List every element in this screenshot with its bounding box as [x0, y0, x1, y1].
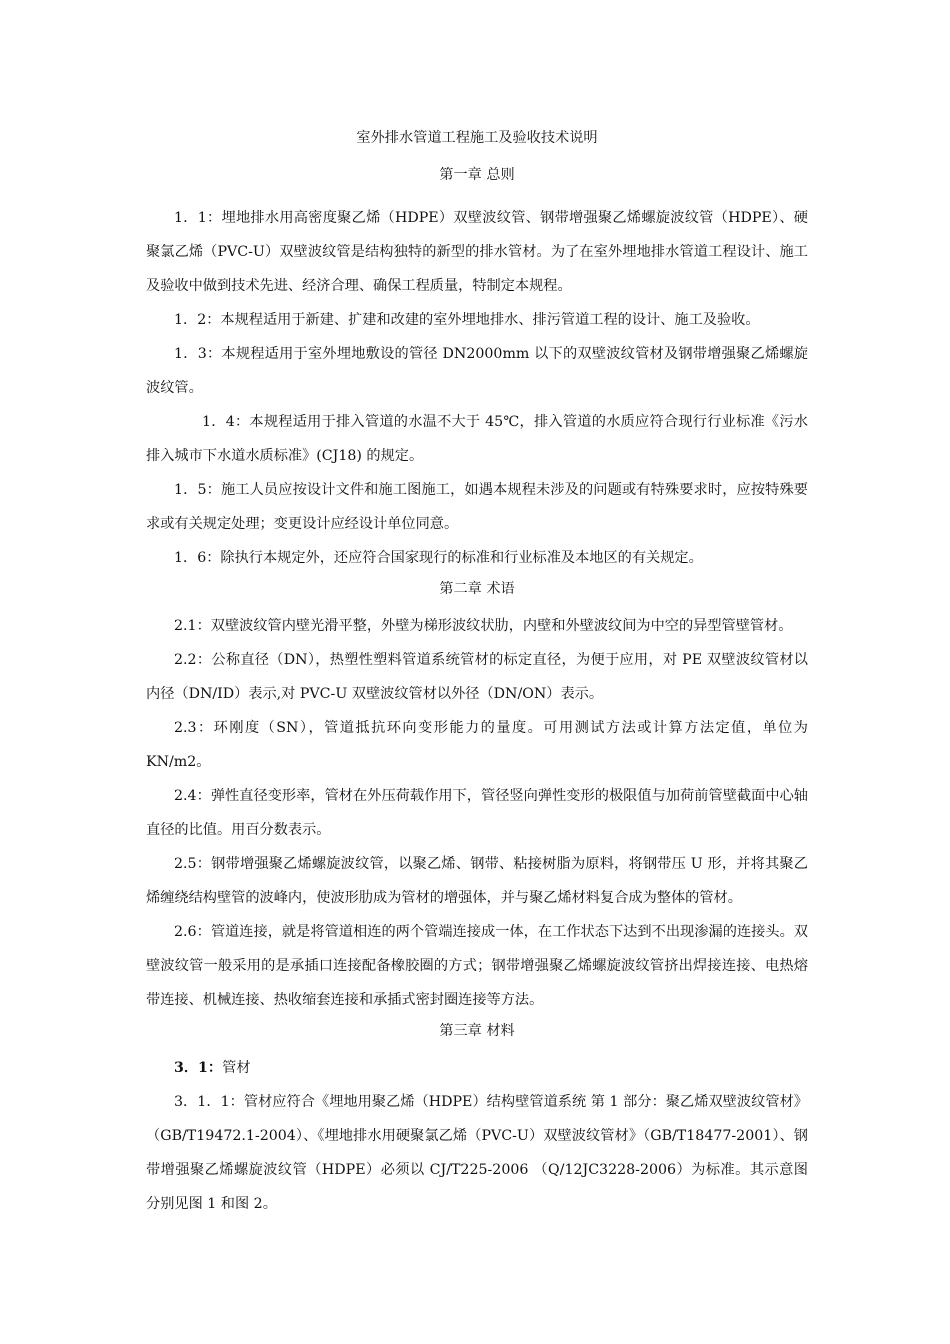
document-title: 室外排水管道工程施工及验收技术说明	[356, 130, 598, 146]
subsection-title: 管材	[222, 1060, 251, 1076]
paragraph: 1．4：本规程适用于排入管道的水温不大于 45℃，排入管道的水质应符合现行行业标准《污水排入城市下水道水质标准》(CJ18) 的规定。	[146, 414, 808, 464]
chapter-heading: 第三章 材料	[439, 1023, 515, 1039]
paragraph: 1．6：除执行本规定外，还应符合国家现行的标准和行业标准及本地区的有关规定。	[174, 550, 703, 566]
paragraph: 1．5：施工人员应按设计文件和施工图施工，如遇本规程未涉及的问题或有特殊要求时，应按特殊要求或有关规定处理；变更设计应经设计单位同意。	[146, 482, 808, 532]
paragraph: 2.5：钢带增强聚乙烯螺旋波纹管，以聚乙烯、钢带、粘接树脂为原料，将钢带压 U 形，并将其聚乙烯缠绕结构壁管的波峰内，使波形肋成为管材的增强体，并与聚乙烯材料复合成为整体的管材。	[146, 856, 808, 906]
paragraph: 1．2：本规程适用于新建、扩建和改建的室外埋地排水、排污管道工程的设计、施工及验收。	[174, 312, 760, 328]
chapter-heading: 第一章 总则	[439, 167, 515, 183]
subsection-heading	[146, 1051, 808, 1085]
paragraph: 2.6：管道连接，就是将管道相连的两个管端连接成一体，在工作状态下达到不出现渗漏的连接头。双壁波纹管一般采用的是承插口连接配备橡胶圈的方式；钢带增强聚乙烯螺旋波纹管挤出焊接连接、电热熔带连接、机械连接、热收缩套连接和承插式密封圈连接等方法。	[146, 924, 808, 1008]
paragraph: 2.1：双壁波纹管内壁光滑平整，外壁为梯形波纹状肋，内壁和外壁波纹间为中空的异型管壁管材。	[174, 618, 793, 634]
subsection-number: 3．1：	[174, 1060, 223, 1076]
paragraph: 2.2：公称直径（DN），热塑性塑料管道系统管材的标定直径，为便于应用，对 PE 双壁波纹管材以内径（DN/ID）表示,对 PVC-U 双壁波纹管材以外径（DN/ON）表示。	[146, 652, 808, 702]
paragraph: 3．1．1：管材应符合《埋地用聚乙烯（HDPE）结构壁管道系统 第 1 部分：聚乙烯双壁波纹管材》（GB/T19472.1-2004）、《埋地排水用硬聚氯乙烯（PVC-U）双壁波纹管材》（GB/T18477-2001）、钢带增强聚乙烯螺旋波纹管（HDPE）必须以 CJ/T225-2006 （Q/12JC3228-2006）为标准。其示意图分别见图 1 和图 2。	[146, 1094, 808, 1212]
paragraph: 2.4：弹性直径变形率，管材在外压荷载作用下，管径竖向弹性变形的极限值与加荷前管壁截面中心轴直径的比值。用百分数表示。	[146, 788, 808, 838]
paragraph: 2.3：环刚度（SN），管道抵抗环向变形能力的量度。可用测试方法或计算方法定值，单位为 KN/m2。	[146, 720, 808, 770]
document-body	[146, 128, 808, 1221]
chapter-heading: 第二章 术语	[439, 581, 515, 597]
paragraph: 1．3：本规程适用于室外埋地敷设的管径 DN2000mm 以下的双壁波纹管材及钢带增强聚乙烯螺旋波纹管。	[146, 346, 808, 396]
paragraph: 1．1：埋地排水用高密度聚乙烯（HDPE）双壁波纹管、钢带增强聚乙烯螺旋波纹管（HDPE）、硬聚氯乙烯（PVC-U）双壁波纹管是结构独特的新型的排水管材。为了在室外埋地排水管道工程设计、施工及验收中做到技术先进、经济合理、确保工程质量，特制定本规程。	[146, 210, 808, 294]
